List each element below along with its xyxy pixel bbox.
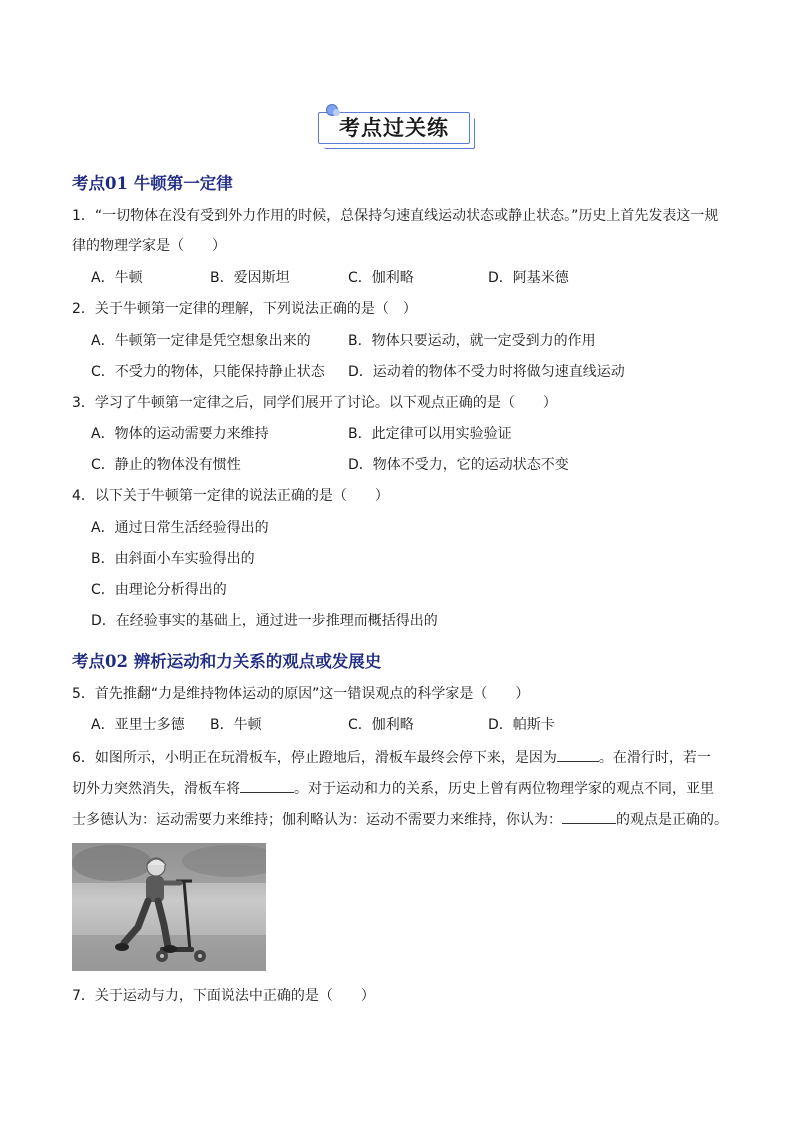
q6-line3 bbox=[72, 809, 728, 830]
scooter-photo bbox=[72, 843, 266, 971]
title-banner bbox=[318, 106, 476, 146]
q5-option-c: C．伽利略 bbox=[348, 717, 414, 733]
q2-stem: 2．关于牛顿第一定律的理解，下列说法正确的是（ ） bbox=[72, 301, 417, 317]
q1-stem-line1: 1．“一切物体在没有受到外力作用的时候，总保持匀速直线运动状态或静止状态。”历史上首先发表这一规 bbox=[72, 208, 719, 224]
q5-stem: 5．首先推翻“力是维持物体运动的原因”这一错误观点的科学家是（ ） bbox=[72, 686, 530, 702]
q4-option-c: C．由理论分析得出的 bbox=[91, 582, 227, 598]
q6-line3-text-a: 士多德认为：运动需要力来维持；伽利略认为：运动不需要力来维持，你认为： bbox=[72, 812, 562, 828]
q6-line3-text-b: 的观点是正确的。 bbox=[616, 812, 728, 828]
q1-option-a: A．牛顿 bbox=[91, 270, 143, 286]
section-title-02: 考点02 辨析运动和力关系的观点或发展史 bbox=[72, 652, 382, 671]
q4-option-d: D．在经验事实的基础上，通过进一步推理而概括得出的 bbox=[91, 613, 438, 629]
q6-blank-3[interactable] bbox=[562, 809, 616, 824]
section-title-01: 考点01 牛顿第一定律 bbox=[72, 174, 233, 193]
q1-option-b: B．爱因斯坦 bbox=[210, 270, 290, 286]
q6-line1-text-a: 6．如图所示，小明正在玩滑板车，停止蹬地后，滑板车最终会停下来，是因为 bbox=[72, 750, 557, 766]
q5-option-b: B．牛顿 bbox=[210, 717, 262, 733]
q3-option-b: B．此定律可以用实验验证 bbox=[348, 426, 512, 442]
q2-option-a: A．牛顿第一定律是凭空想象出来的 bbox=[91, 333, 311, 349]
q6-blank-1[interactable] bbox=[557, 747, 599, 762]
q3-option-c: C．静止的物体没有惯性 bbox=[91, 457, 241, 473]
q5-option-a: A．亚里士多德 bbox=[91, 717, 185, 733]
q2-option-c: C．不受力的物体，只能保持静止状态 bbox=[91, 364, 325, 380]
q3-stem: 3．学习了牛顿第一定律之后，同学们展开了讨论。以下观点正确的是（ ） bbox=[72, 395, 557, 411]
q4-option-b: B．由斜面小车实验得出的 bbox=[91, 551, 255, 567]
q5-option-d: D．帕斯卡 bbox=[488, 717, 555, 733]
q6-line1 bbox=[72, 747, 711, 768]
q6-line1-text-b: 。在滑行时，若一 bbox=[598, 750, 711, 766]
q2-option-d: D．运动着的物体不受力时将做匀速直线运动 bbox=[348, 364, 625, 380]
q4-option-a: A．通过日常生活经验得出的 bbox=[91, 520, 269, 536]
q7-stem: 7．关于运动与力，下面说法中正确的是（ ） bbox=[72, 988, 375, 1004]
q6-line2-text-b: 。对于运动和力的关系，历史上曾有两位物理学家的观点不同，亚里 bbox=[294, 781, 714, 797]
q1-option-d: D．阿基米德 bbox=[488, 270, 569, 286]
q3-option-a: A．物体的运动需要力来维持 bbox=[91, 426, 269, 442]
q1-option-c: C．伽利略 bbox=[348, 270, 414, 286]
q3-option-d: D．物体不受力，它的运动状态不变 bbox=[348, 457, 569, 473]
banner-title: 考点过关练 bbox=[339, 116, 449, 140]
q4-stem: 4．以下关于牛顿第一定律的说法正确的是（ ） bbox=[72, 488, 389, 504]
scooter-photo-illustration bbox=[72, 843, 266, 971]
q6-line2-text-a: 切外力突然消失，滑板车将 bbox=[72, 781, 240, 797]
q1-stem-line2: 律的物理学家是（ ） bbox=[72, 238, 226, 254]
q6-line2 bbox=[72, 778, 714, 799]
q6-blank-2[interactable] bbox=[240, 778, 294, 793]
q2-option-b: B．物体只要运动，就一定受到力的作用 bbox=[348, 333, 596, 349]
